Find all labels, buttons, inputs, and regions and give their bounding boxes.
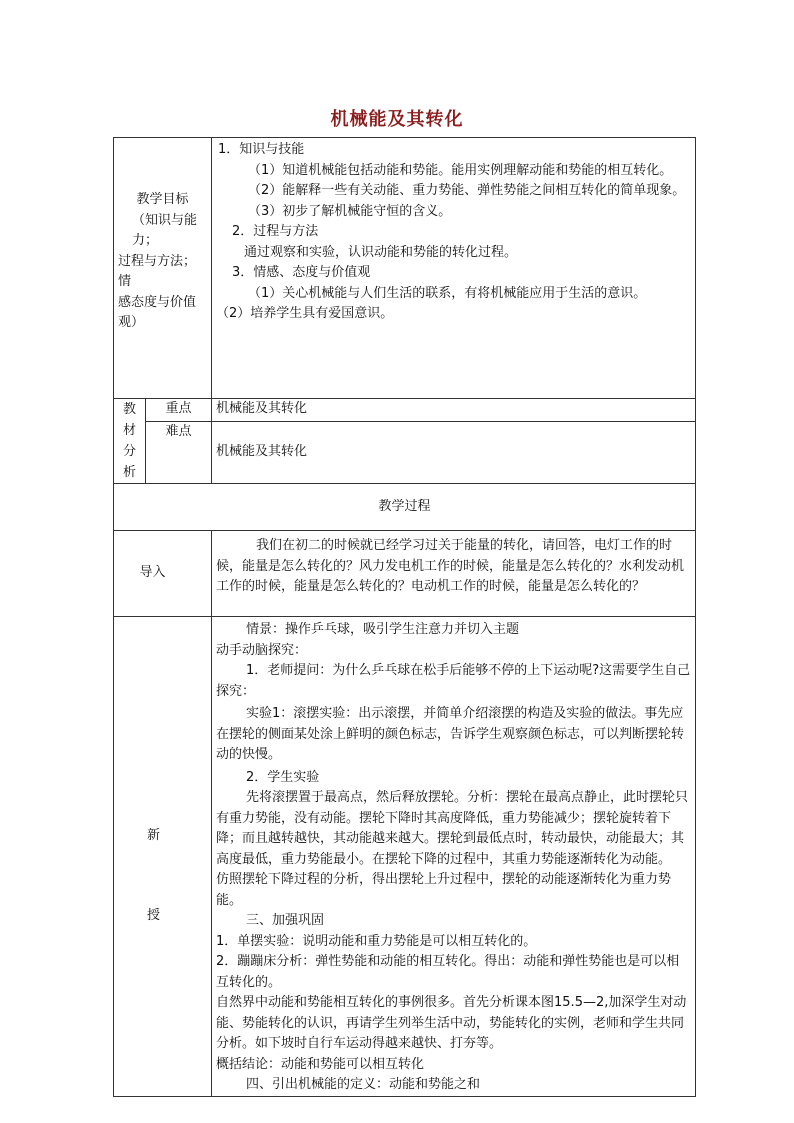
goals-label (114, 138, 212, 399)
key-point-content: 机械能及其转化 (212, 399, 696, 422)
lesson-plan-table (113, 137, 696, 1097)
goals-label-line: 观） (118, 315, 145, 330)
analysis-label-char: 教 (122, 402, 136, 417)
document-title: 机械能及其转化 (330, 109, 464, 130)
intro-label-text: 导入 (139, 565, 166, 581)
goals-label-line: 情 (118, 274, 132, 289)
analysis-label-char: 材 (122, 423, 136, 438)
goal-line: （2）培养学生具有爱国意识。 (216, 306, 394, 321)
goal-line: 2．过程与方法 (232, 224, 319, 239)
lesson-paragraph: 2．蹦蹦床分析：弹性势能和动能的相互转化。得出：动能和弹性势能也是可以相互转化的。 (216, 954, 680, 990)
goals-content (212, 138, 696, 399)
goal-line: 通过观察和实验，认识动能和势能的转化过程。 (244, 244, 518, 260)
difficulty-label: 难点 (146, 421, 212, 483)
lesson-paragraph: 情景：操作乒乓球，吸引学生注意力并切入主题 (246, 622, 520, 637)
intro-content (212, 531, 696, 617)
new-lesson-label-top: 新 (147, 827, 161, 843)
goal-line: （2）能解释一些有关动能、重力势能、弹性势能之间相互转化的简单现象。 (248, 183, 686, 198)
lesson-paragraph: 四、引出机械能的定义：动能和势能之和 (246, 1077, 481, 1092)
lesson-paragraph: 三、加强巩固 (246, 913, 325, 928)
lesson-paragraph: 1．老师提问：为什么乒乓球在松手后能够不停的上下运动呢?这需要学生自己探究： (216, 663, 691, 699)
lesson-paragraph: 2．学生实验 (246, 769, 320, 785)
intro-text: 我们在初二的时候就已经学习过关于能量的转化，请回答，电灯工作的时候，能量是怎么转化的？风力发电机工作的时候，能量是怎么转化的？水利发动机工作的时候，能量是怎么转化的？电动机工作的时候，能量是怎么转化的？ (216, 538, 685, 594)
lesson-paragraph: 动手动脑探究： (216, 642, 308, 658)
lesson-paragraph: 1．单摆实验：说明动能和重力势能是可以相互转化的。 (216, 933, 537, 949)
process-header: 教学过程 (114, 484, 696, 531)
difficulty-content: 机械能及其转化 (212, 421, 696, 483)
intro-row (114, 531, 696, 617)
analysis-label-char: 分 (122, 444, 136, 459)
goal-line: 3．情感、态度与价值观 (232, 265, 371, 280)
goal-line: （3）初步了解机械能守恒的含义。 (248, 203, 452, 219)
new-lesson-label-bottom: 授 (147, 908, 161, 924)
analysis-difficulty-row (114, 421, 696, 483)
goals-label-line: 过程与方法； (118, 253, 197, 269)
analysis-key-row (114, 399, 696, 422)
analysis-label-char: 析 (122, 465, 136, 480)
new-lesson-label (114, 617, 212, 1097)
key-point-label: 重点 (146, 399, 212, 422)
lesson-paragraph: 仿照摆轮下降过程的分析，得出摆轮上升过程中，摆轮的动能逐渐转化为重力势能。 (216, 872, 672, 908)
intro-label (114, 531, 212, 617)
new-lesson-row (114, 617, 696, 1097)
lesson-paragraph: 自然界中动能和势能相互转化的事例很多。首先分析课本图15.5—2,加深学生对动能、势能转化的认识，再请学生列举生活中动，势能转化的实例，老师和学生共同分析。如下坡时自行车运动得越来越快、打夯等。 (216, 995, 687, 1051)
process-header-row (114, 484, 696, 531)
lesson-paragraph: 实验1：滚摆实验：出示滚摆，并简单介绍滚摆的构造及实验的做法。事先应在摆轮的侧面某处涂上鲜明的颜色标志，告诉学生观察颜色标志，可以判断摆轮转动的快慢。 (216, 706, 685, 762)
goal-line: （1）关心机械能与人们生活的联系，有将机械能应用于生活的意识。 (248, 285, 647, 301)
goal-line: 1．知识与技能 (218, 142, 305, 157)
lesson-paragraph: 概括结论：动能和势能可以相互转化 (216, 1056, 425, 1072)
goals-label-line: （知识与能力； (132, 212, 198, 248)
goals-row (114, 138, 696, 399)
analysis-label (114, 399, 146, 484)
goals-label-line: 教学目标 (136, 192, 189, 207)
goal-line: （1）知道机械能包括动能和势能。能用实例理解动能和势能的相互转化。 (248, 162, 673, 178)
goals-label-line: 感态度与价值 (118, 294, 197, 310)
new-lesson-content (212, 617, 696, 1097)
lesson-paragraph: 先将滚摆置于最高点，然后释放摆轮。分析：摆轮在最高点静止，此时摆轮只有重力势能，没有动能。摆轮下降时其高度降低，重力势能减少；摆轮旋转着下降；而且越转越快，其动能越来越大。摆轮到最低点时，转动最快，动能最大；其高度最低，重力势能最小。在摆轮下降的过程中，其重力势能逐渐转化为动能。 (216, 790, 689, 867)
